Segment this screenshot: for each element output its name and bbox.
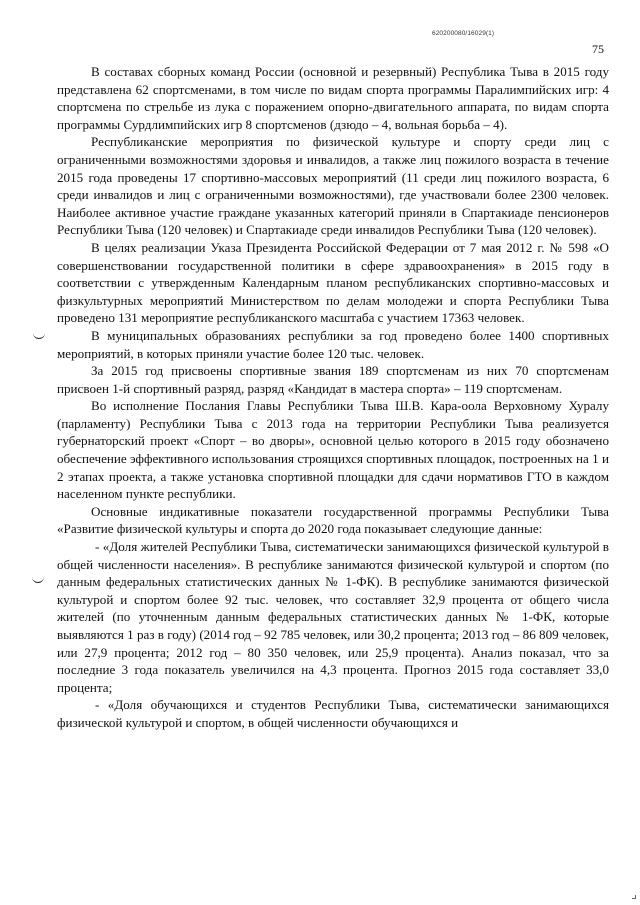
paragraph: За 2015 год присвоены спортивные звания 189 спортсменам из них 70 спортсменам присвоен 1-й спортивный разряд, разряд «Кандидат в мастера спорта» – 119 спортсменам. [57, 363, 609, 396]
indicator-item: - «Доля жителей Республики Тыва, систематически занимающихся физической культурой в общей численности населения». В республике занимаются физической культурой и спортом (по данным федеральных статистических данных № 1-ФК). В республике занимаются физической культурой и спортом более 92 тыс. человек, что составляет 32,9 процента от общего числа жителей (по уточненным данным федеральных статистических данных № 1-ФК, которые выявляются 1 раз в году) (2014 год – 92 785 человек, или 30,2 процента; 2013 год – 86 809 человек, или 27,9 процента; 2012 год – 80 350 человек, или 25,9 процента). Анализ показал, что за последние 3 года показатель увеличился на 4,3 процента. Прогноз 2015 года составляет 33,0 процента; [57, 539, 609, 695]
paragraph: В муниципальных образованиях республики за год проведено более 1400 спортивных мероприятий, в которых приняли участие более 120 тыс. человек. [57, 327, 609, 361]
paragraph: В целях реализации Указа Президента Российской Федерации от 7 мая 2012 г. № 598 «О совершенствовании государственной политики в сфере здравоохранения» в 2015 году в соответствии с утвержденным Календарным планом республиканских спортивно-массовых и физкультурных мероприятий Министерством по делам молодежи и спорта Республики Тыва проведено 131 мероприятие республиканского масштаба с участием 17363 человек. [57, 239, 609, 326]
paragraph: В составах сборных команд России (основной и резервный) Республика Тыва в 2015 году представлена 62 спортсменами, в том числе по видам спорта программы Паралимпийских игр: 4 спортсмена по стрельбе из лука с поражением опорно-двигательного аппарата, по видам спорта программы Сурдлимпийских игр 8 спортсменов (дзюдо – 4, вольная борьба – 4). [57, 64, 609, 132]
paragraph: Во исполнение Послания Главы Республики Тыва Ш.В. Кара-оола Верховному Хуралу (парламенту) Республики Тыва с 2013 года на территории Республики Тыва реализуется губернаторский проект «Спорт – во дворы», основной целью которого в 2015 году обозначено обеспечение эффективного использования строящихся спортивных площадок, построенных на 1 и 2 этапах проекта, а также установка спортивной площадки для сдачи нормативов ГТО в каждом населенном пункте республики. [57, 398, 609, 502]
page-number: 75 [592, 42, 604, 56]
margin-mark [33, 332, 45, 339]
indicator-item: - «Доля обучающихся и студентов Республики Тыва, систематически занимающихся физической культурой и спортом, в общей численности обучающихся и [57, 697, 609, 730]
document-body [57, 63, 609, 732]
paragraph: Основные индикативные показатели государственной программы Республики Тыва «Развитие физической культуры и спорта до 2020 года показывает следующие данные: [57, 503, 609, 537]
margin-mark [32, 576, 44, 583]
corner-mark [632, 895, 636, 899]
paragraph: Республиканские мероприятия по физической культуре и спорту среди лиц с ограниченными возможностями здоровья и инвалидов, а также лиц пожилого возраста в течение 2015 года проведены 17 спортивно-массовых мероприятий (11 среди лиц пожилого возраста, 6 среди инвалидов и лиц с ограниченными возможностями), где участвовали более 2300 человек. Наиболее активное участие граждане указанных категорий приняли в Спартакиаде пенсионеров Республики Тыва (120 человек) и Спартакиаде среди инвалидов Республики Тыва (120 человек). [57, 134, 609, 238]
document-code: 620200080/16029(1) [432, 30, 495, 37]
